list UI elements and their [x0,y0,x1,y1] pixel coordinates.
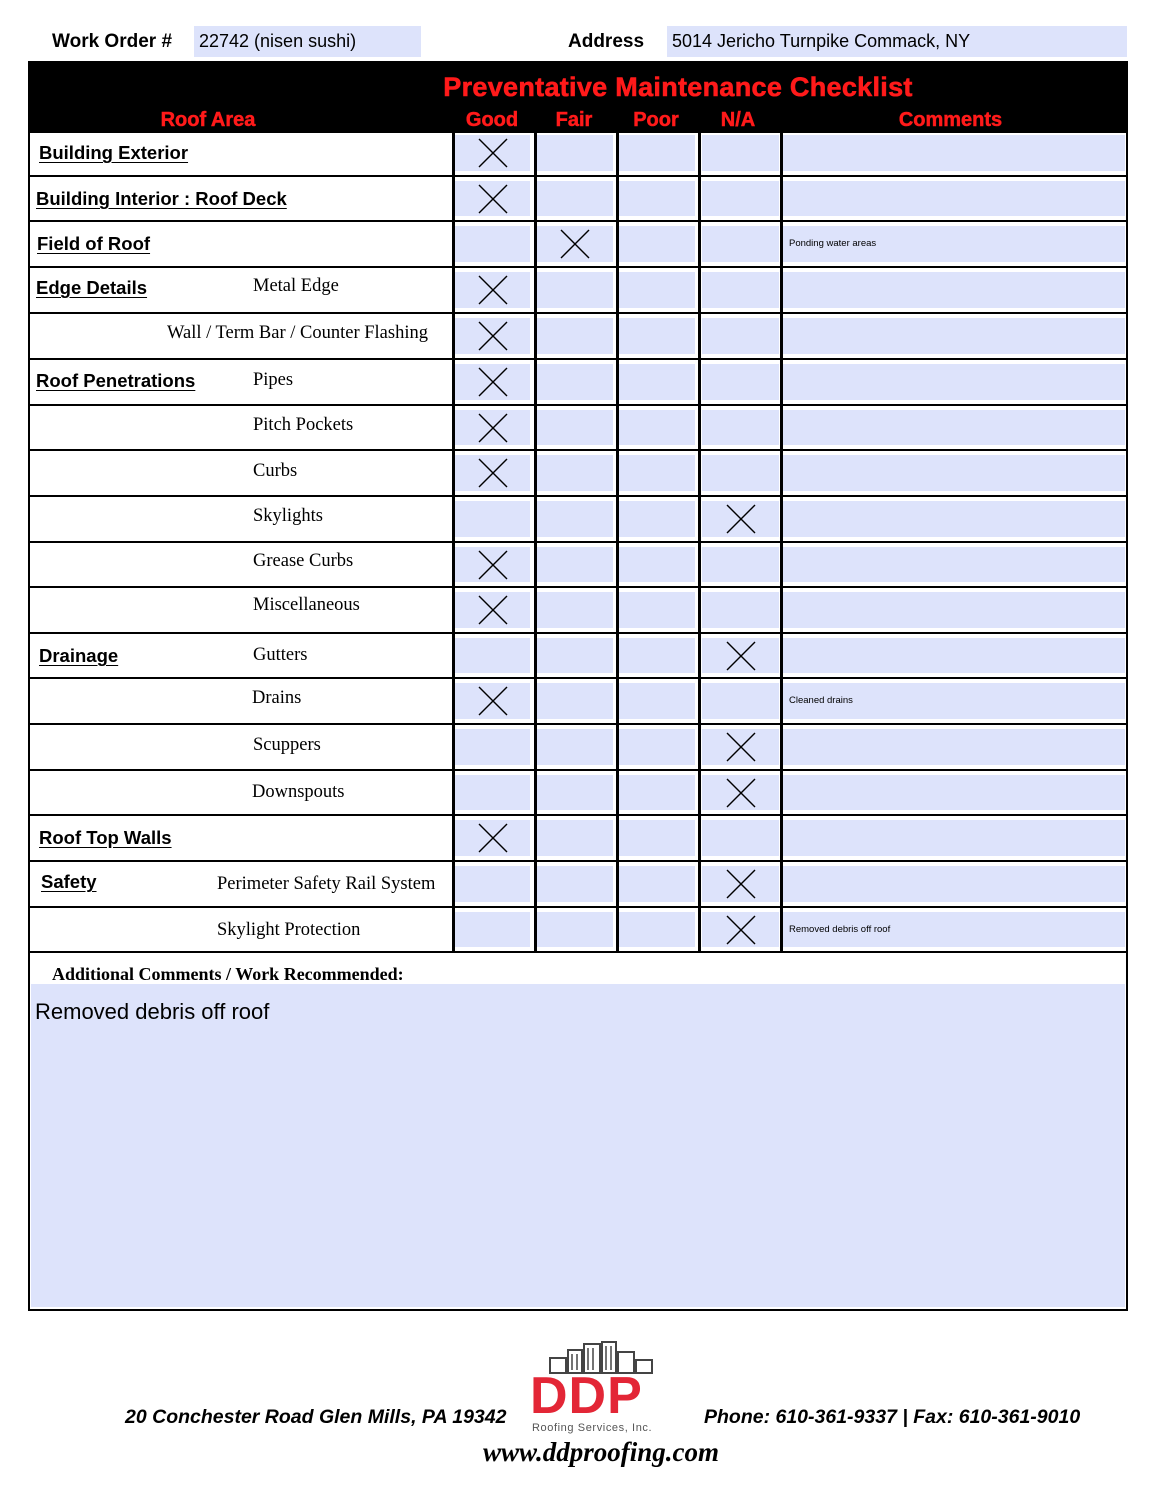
checkmark-x-icon [477,183,509,215]
rating-cell-na[interactable] [702,410,779,445]
rating-cell-poor[interactable] [619,364,695,400]
footer-address: 20 Conchester Road Glen Mills, PA 19342 [125,1406,507,1428]
rating-cell-good[interactable] [455,272,530,308]
rating-cell-na[interactable] [702,181,779,216]
rating-cell-na[interactable] [702,501,779,537]
roof-area-label: Roof Top Walls [39,827,172,848]
comment-field[interactable] [783,410,1125,445]
work-order-label: Work Order # [52,31,173,52]
roof-item-label: Skylight Protection [217,920,361,940]
checkmark-x-icon [477,320,509,352]
roof-item-label: Pitch Pockets [253,415,354,435]
rating-cell-na[interactable] [702,272,779,308]
rating-cell-fair[interactable] [537,683,613,719]
rating-cell-na[interactable] [702,729,779,765]
rating-cell-good[interactable] [455,455,530,491]
roof-area-label: Edge Details [36,277,148,298]
column-divider [698,543,701,588]
comment-field[interactable] [783,318,1125,354]
rating-cell-na[interactable] [702,683,779,719]
comment-field[interactable] [783,638,1125,673]
checklist-title: Preventative Maintenance Checklist [443,72,913,102]
checkmark-x-icon [477,457,509,489]
comment-text: Removed debris off roof [789,924,891,935]
checklist-row [28,406,1128,451]
rating-cell-fair[interactable] [537,455,613,491]
rating-cell-poor[interactable] [619,912,695,947]
rating-cell-poor[interactable] [619,135,695,171]
rating-cell-poor[interactable] [619,729,695,765]
footer-website[interactable]: www.ddproofing.com [482,1437,720,1467]
rating-cell-poor[interactable] [619,547,695,582]
comment-text: Ponding water areas [789,238,877,249]
roof-area-label: Building Interior : Roof Deck [36,188,287,209]
comment-field[interactable] [783,455,1125,491]
column-header-roof-area: Roof Area [160,109,256,131]
roof-item-label: Wall / Term Bar / Counter Flashing [167,323,428,343]
rating-cell-good[interactable] [455,775,530,810]
comment-field[interactable] [783,820,1125,856]
rating-cell-fair[interactable] [537,729,613,765]
address-field[interactable]: 5014 Jericho Turnpike Commack, NY [667,26,1127,57]
work-order-field[interactable]: 22742 (nisen sushi) [194,26,421,57]
column-header-comments: Comments [898,109,1003,131]
additional-comments-field[interactable] [31,984,1125,1307]
checklist-row [28,862,1128,908]
comment-field[interactable] [783,272,1125,308]
rating-cell-good[interactable] [455,729,530,765]
rating-cell-na[interactable] [702,912,779,947]
comment-field[interactable] [783,866,1125,902]
additional-comments-text: Removed debris off roof [35,999,270,1024]
comment-field[interactable] [783,775,1125,810]
checklist-row [28,908,1128,953]
comment-field[interactable] [783,364,1125,400]
column-divider [698,268,701,314]
checklist-row [28,360,1128,406]
rating-cell-poor[interactable] [619,501,695,537]
address-label: Address [568,31,645,52]
footer-phone-fax: Phone: 610-361-9337 | Fax: 610-361-9010 [704,1406,1081,1428]
roof-item-label: Skylights [253,506,323,526]
column-divider [698,725,701,771]
checklist-row [28,771,1128,816]
roof-area-label: Drainage [39,645,119,666]
checkmark-x-icon [725,731,757,763]
comment-field[interactable] [783,501,1125,537]
column-divider [698,908,701,953]
column-divider [698,497,701,543]
rating-cell-poor[interactable] [619,820,695,856]
checklist-row [28,679,1128,725]
checklist-row [28,314,1128,360]
rating-cell-good[interactable] [455,135,530,171]
checklist-row [28,543,1128,588]
roof-item-label: Metal Edge [253,276,339,296]
rating-cell-good[interactable] [455,318,530,354]
rating-cell-fair[interactable] [537,547,613,582]
comment-field[interactable] [783,547,1125,582]
rating-cell-na[interactable] [702,866,779,902]
checkmark-x-icon [725,777,757,809]
rating-cell-na[interactable] [702,135,779,171]
checkmark-x-icon [477,685,509,717]
checkmark-x-icon [477,274,509,306]
rating-cell-fair[interactable] [537,501,613,537]
roof-item-label: Scuppers [253,735,321,755]
checklist-row [28,634,1128,679]
checkmark-x-icon [477,412,509,444]
roof-area-label: Building Exterior [39,142,189,163]
checklist-row [28,816,1128,862]
rating-cell-poor[interactable] [619,181,695,216]
rating-cell-na[interactable] [702,592,779,628]
rating-cell-na[interactable] [702,775,779,810]
comment-text: Cleaned drains [789,695,853,706]
checkmark-x-icon [725,640,757,672]
rating-cell-fair[interactable] [537,592,613,628]
roof-item-label: Grease Curbs [253,551,354,571]
rating-cell-na[interactable] [702,820,779,856]
rating-cell-good[interactable] [455,592,530,628]
rating-cell-poor[interactable] [619,638,695,673]
checklist-row [28,131,1128,177]
rating-cell-good[interactable] [455,501,530,537]
rating-cell-good[interactable] [455,912,530,947]
column-divider [698,177,701,222]
rating-cell-good[interactable] [455,410,530,445]
checkmark-x-icon [559,228,591,260]
checklist-row [28,588,1128,634]
column-header-na: N/A [720,109,756,131]
rating-cell-fair[interactable] [537,364,613,400]
column-divider [698,816,701,862]
checklist-row [28,725,1128,771]
rating-cell-fair[interactable] [537,226,613,262]
column-divider [698,222,701,268]
comment-field[interactable] [783,135,1125,171]
roof-area-label: Roof Penetrations [36,370,196,391]
rating-cell-fair[interactable] [537,775,613,810]
rating-cell-fair[interactable] [537,410,613,445]
roof-area-label: Field of Roof [37,233,151,254]
checkmark-x-icon [725,914,757,946]
checklist-row [28,268,1128,314]
checkmark-x-icon [725,868,757,900]
roof-area-label: Safety [41,871,97,892]
column-divider [698,862,701,908]
rating-cell-na[interactable] [702,547,779,582]
column-divider [698,314,701,360]
rating-cell-fair[interactable] [537,135,613,171]
checklist-header-banner [28,61,1128,133]
rating-cell-poor[interactable] [619,272,695,308]
rating-cell-good[interactable] [455,364,530,400]
checkmark-x-icon [477,594,509,626]
checkmark-x-icon [477,822,509,854]
column-divider [698,679,701,725]
column-header-good: Good [465,109,519,131]
checklist-row [28,451,1128,497]
comment-field[interactable] [783,226,1125,262]
checklist-row [28,177,1128,222]
checklist-row [28,497,1128,543]
rating-cell-na[interactable] [702,364,779,400]
rating-cell-poor[interactable] [619,592,695,628]
rating-cell-good[interactable] [455,820,530,856]
rating-cell-fair[interactable] [537,272,613,308]
checkmark-x-icon [477,549,509,581]
rating-cell-good[interactable] [455,638,530,673]
column-divider [698,634,701,679]
rating-cell-na[interactable] [702,226,779,262]
checklist-row [28,222,1128,268]
checkmark-x-icon [725,503,757,535]
rating-cell-fair[interactable] [537,181,613,216]
roof-item-label: Gutters [253,645,308,665]
checkmark-x-icon [477,366,509,398]
rating-cell-fair[interactable] [537,318,613,354]
rating-cell-good[interactable] [455,181,530,216]
rating-cell-na[interactable] [702,455,779,491]
rating-cell-fair[interactable] [537,638,613,673]
roof-item-label: Downspouts [252,782,345,802]
comment-field[interactable] [783,181,1125,216]
ddp-logo-subtitle: Roofing Services, Inc. [532,1422,653,1434]
column-divider [698,771,701,816]
rating-cell-na[interactable] [702,318,779,354]
additional-comments-label: Additional Comments / Work Recommended: [52,964,404,984]
rating-cell-poor[interactable] [619,455,695,491]
roof-item-label: Pipes [253,370,294,390]
roof-item-label: Drains [252,688,302,708]
rating-cell-poor[interactable] [619,775,695,810]
comment-field[interactable] [783,729,1125,765]
rating-cell-good[interactable] [455,226,530,262]
comment-field[interactable] [783,592,1125,628]
roof-item-label: Miscellaneous [253,595,360,615]
rating-cell-na[interactable] [702,638,779,673]
rating-cell-poor[interactable] [619,866,695,902]
comment-field[interactable] [783,683,1125,719]
rating-cell-fair[interactable] [537,820,613,856]
rating-cell-good[interactable] [455,866,530,902]
column-divider [698,588,701,634]
column-header-fair: Fair [555,109,593,131]
column-header-poor: Poor [633,109,679,131]
rating-cell-fair[interactable] [537,912,613,947]
rating-cell-poor[interactable] [619,226,695,262]
column-divider [698,406,701,451]
column-divider [698,451,701,497]
roof-item-label: Curbs [253,461,298,481]
rating-cell-poor[interactable] [619,318,695,354]
rating-cell-fair[interactable] [537,866,613,902]
roof-item-label: Perimeter Safety Rail System [217,874,436,894]
rating-cell-poor[interactable] [619,683,695,719]
column-divider [698,131,701,177]
comment-field[interactable] [783,912,1125,947]
column-divider [698,360,701,406]
rating-cell-good[interactable] [455,683,530,719]
checkmark-x-icon [477,137,509,169]
rating-cell-poor[interactable] [619,410,695,445]
rating-cell-good[interactable] [455,547,530,582]
ddp-logo: DDP [530,1367,643,1425]
